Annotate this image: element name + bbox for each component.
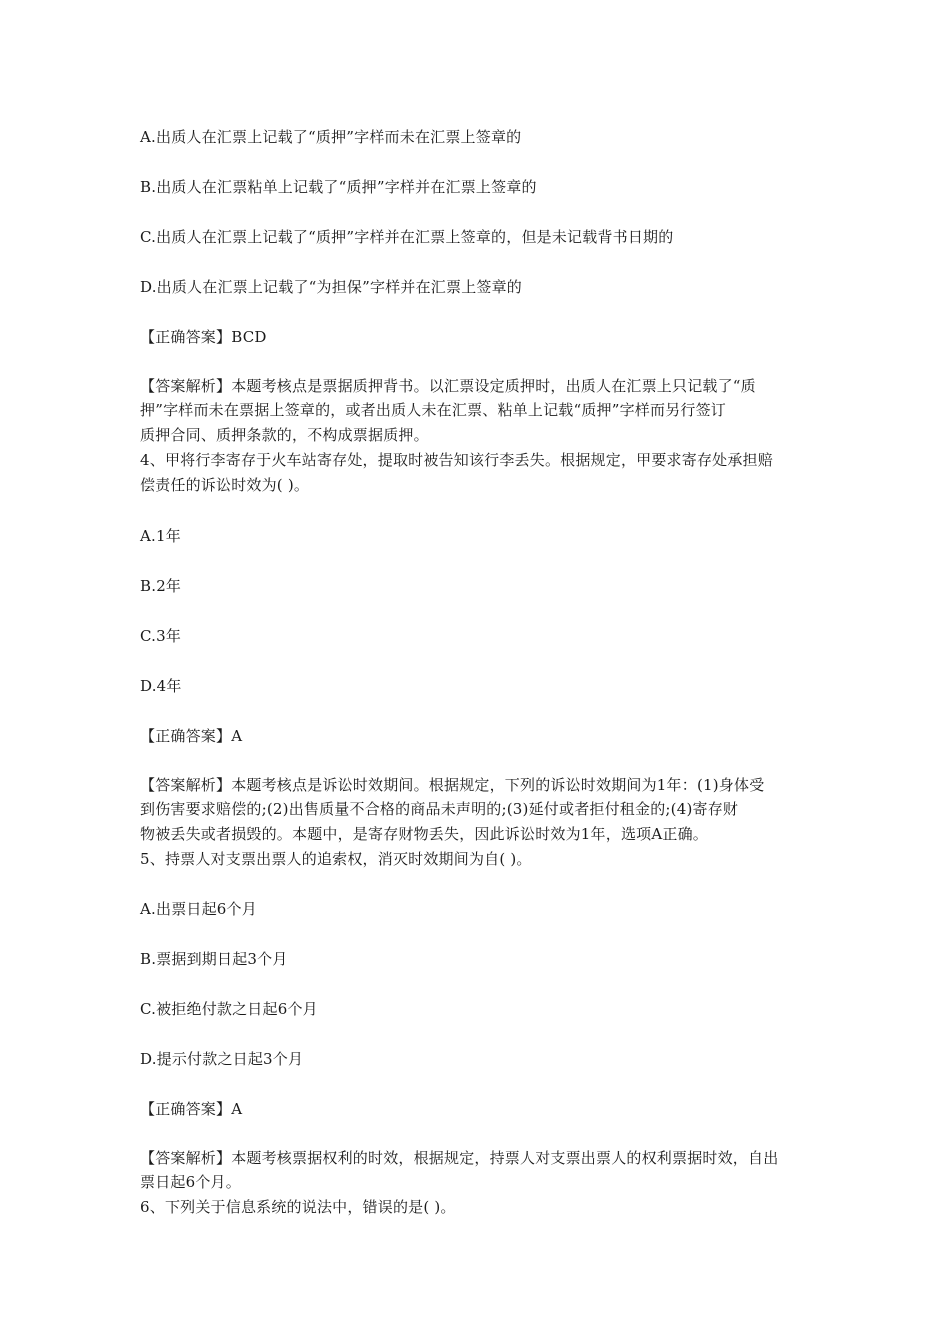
q3-analysis-line-1: 【答案解析】本题考核点是票据质押背书。以汇票设定质押时，出质人在汇票上只记载了“质: [140, 377, 756, 395]
q5-stem: 5、持票人对支票出票人的追索权，消灭时效期间为自( )。: [140, 850, 532, 868]
q3-correct-answer: 【正确答案】BCD: [140, 328, 267, 346]
q4-analysis-line-2: 到伤害要求赔偿的;(2)出售质量不合格的商品未声明的;(3)延付或者拒付租金的;(4)寄存财: [140, 800, 739, 818]
q5-option-c: C.被拒绝付款之日起6个月: [140, 1000, 318, 1018]
q4-option-b: B.2年: [140, 577, 182, 595]
q3-option-a: A.出质人在汇票上记载了“质押”字样而未在汇票上签章的: [140, 128, 522, 146]
q3-option-d: D.出质人在汇票上记载了“为担保”字样并在汇票上签章的: [140, 278, 522, 296]
q4-stem-line-1: 4、甲将行李寄存于火车站寄存处，提取时被告知该行李丢失。根据规定，甲要求寄存处承担赔: [140, 451, 773, 469]
q3-option-c: C.出质人在汇票上记载了“质押”字样并在汇票上签章的，但是未记载背书日期的: [140, 228, 674, 246]
q3-analysis-line-3: 质押合同、质押条款的，不构成票据质押。: [140, 426, 429, 444]
q5-option-a: A.出票日起6个月: [140, 900, 257, 918]
q4-stem-line-2: 偿责任的诉讼时效为( )。: [140, 476, 310, 494]
q5-analysis-line-1: 【答案解析】本题考核票据权利的时效，根据规定，持票人对支票出票人的权利票据时效，自出: [140, 1149, 779, 1167]
q4-analysis-line-1: 【答案解析】本题考核点是诉讼时效期间。根据规定，下列的诉讼时效期间为1年：(1)身体受: [140, 776, 765, 794]
q4-option-c: C.3年: [140, 627, 182, 645]
q5-option-d: D.提示付款之日起3个月: [140, 1050, 304, 1068]
q4-option-d: D.4年: [140, 677, 182, 695]
q5-analysis-line-2: 票日起6个月。: [140, 1173, 241, 1191]
q4-analysis-line-3: 物被丢失或者损毁的。本题中，是寄存财物丢失，因此诉讼时效为1年，选项A正确。: [140, 825, 708, 843]
q3-option-b: B.出质人在汇票粘单上记载了“质押”字样并在汇票上签章的: [140, 178, 537, 196]
q4-option-a: A.1年: [140, 527, 181, 545]
q5-option-b: B.票据到期日起3个月: [140, 950, 288, 968]
q6-stem: 6、下列关于信息系统的说法中，错误的是( )。: [140, 1198, 456, 1216]
q4-correct-answer: 【正确答案】A: [140, 727, 243, 745]
q5-correct-answer: 【正确答案】A: [140, 1100, 243, 1118]
q3-analysis-line-2: 押”字样而未在票据上签章的，或者出质人未在汇票、粘单上记载“质押”字样而另行签订: [140, 401, 727, 419]
